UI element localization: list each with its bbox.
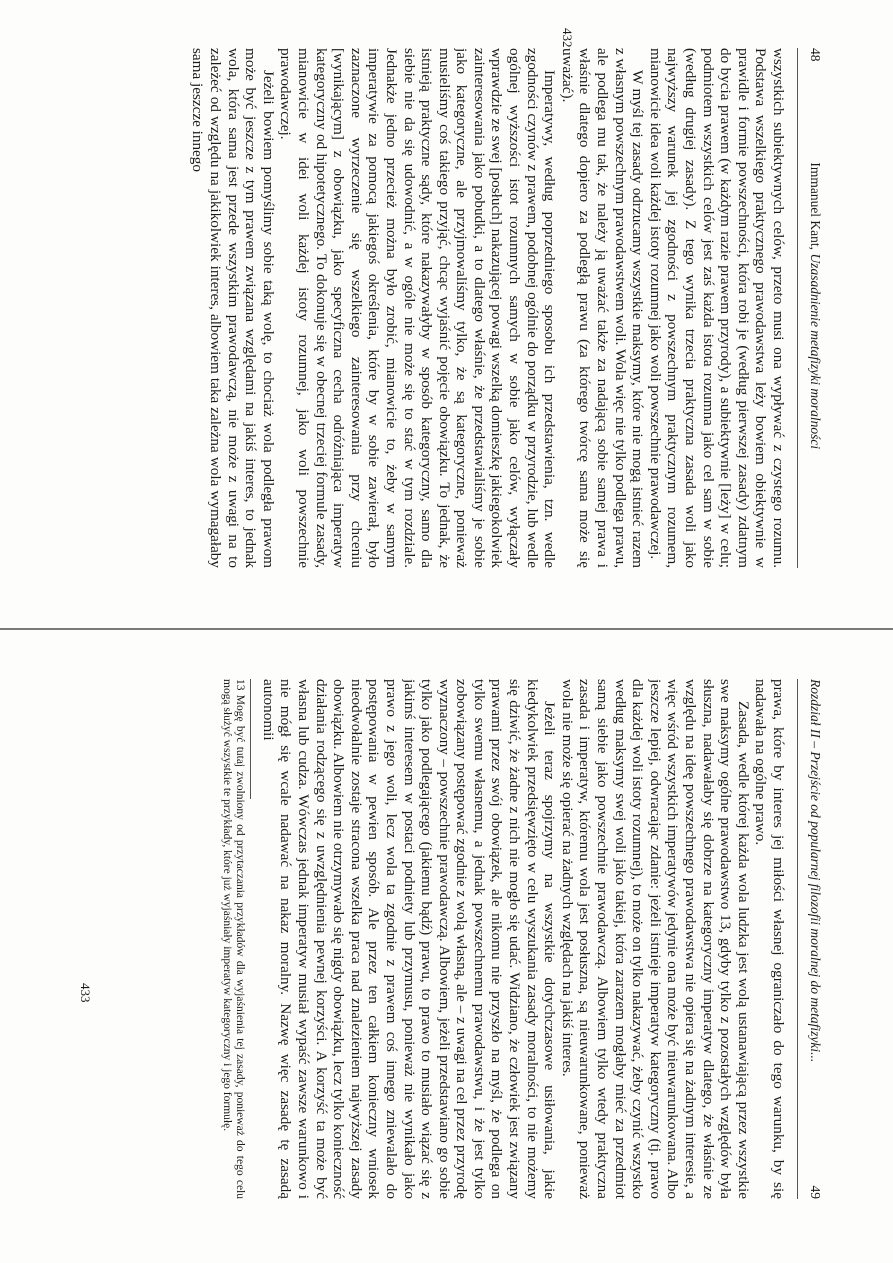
paragraph: Jeżeli teraz spojrzymy na wszystkie dotychczasowe usiłowania, jakie kiedykolwiek przedsięwzięto w celu wyszukania zasady moralności, to nie możemy się dziwić, że żadne z nich nie mogło się udać. Widziano, że człowiek jest związany prawami przez swój obowiązek, ale nikomu nie przyszło na myśl, że podlega on tylko swemu własnemu, a jednak powszechnemu prawodawstwu, i że jest tylko zobowiązany postępować zgodnie z wolą własną, ale – z uwagi na cel przez przyrodę wyznaczony – powszechnie prawodawczą. Albowiem, jeżeli przedstawiano go sobie tylko jako podlegającego (jakiemu bądź) prawu, to prawo to musiało wiązać się z jakimś interesem w postaci podniety lub przymusu, ponieważ nie wynikało jako prawo z jego woli, lecz wola ta zgodnie z prawem coś innego zniewalało do postępowania w pewien sposób. Ale przez ten całkiem konieczny wniosek nieodwołalnie zostaje stracona wszelka praca nad znalezieniem najwyższej zasady obowiązku. Albowiem nie otrzymywało się nigdy obowiązku, lecz tylko konieczność działania rodzącego się z uwzględnienia pewnej korzyści. A korzyść ta może być własna lub cudza. Wówczas jednak imperatyw musiał wypaść zawsze warunkowo i nie mógł się wcale nadawać na nakaz moralny. Nazwę więc zasadę tę zasadą autonomii xyxy=(259,679,559,1199)
footnote-rule xyxy=(250,679,251,799)
page-49-content xyxy=(83,679,823,1199)
page-48 xyxy=(0,0,893,630)
running-title: Rozdział II – Przejście od popularnej filozofii moralnej do metafizyki... xyxy=(808,679,823,1063)
running-title: Immanuel Kant, Uzasadnienie metafizyki moralności xyxy=(808,162,823,450)
paragraph: wszystkich subiektywnych celów, przeto musi ona wypływać z czystego rozumu. Podstawa wszelkiego praktycznego prawodawstwa leży bowiem obiektywnie w prawidle i formie powszechności, która robi je (według pierwszej zasady) zdatnym do bycia prawem (w każdym razie prawem przyrody), a subiektywnie [leży] w celu; podmiotem wszystkich celów jest zaś każda istota rozumna jako cel sam w sobie (według drugiej zasady). Z tego wynika trzecia praktyczna zasada woli jako najwyższy warunek jej zgodności z powszechnym praktycznym rozumem, mianowicie idea woli każdej istoty rozumnej jako woli powszechnie prawodawczej. xyxy=(646,48,787,568)
paragraph: Zasada, wedle której każda wola ludzka jest wolą ustanawiającą przez wszystkie swe maksymy ogólne prawodawstwo 13, gdyby tylko z pozostałych względów była słuszna, nadawałaby się dobrze na kategoryczny imperatyw dlatego, że właśnie ze względu na ideę powszechnego prawodawstwa nie opiera się na żadnym interesie, a więc wśród wszystkich imperatywów jedynie ona może być nieuwarunkowana. Albo jeszcze lepiej, odwracając zdanie: jeżeli istnieje imperatyw kategoryczny (tj. prawo dla każdej woli istoty rozumnej), to może on tylko nakazywać, żeby czynić wszystko według maksymy swej woli jako takiej, która zarazem mogłaby mieć za przedmiot samą siebie jako powszechnie prawodawczą. Albowiem tylko wtedy praktyczna zasada i imperatyw, któremu wola jest posłuszna, są nieuwarunkowane, ponieważ wola nie może się opierać na żadnych względach na jakiś interes. xyxy=(558,679,752,1199)
margin-number-432: 432 xyxy=(560,28,575,48)
paragraph: prawa, które by interes jej miłości własnej ograniczało do tego warunku, by się nadawała na ogólne prawo. xyxy=(752,679,787,1199)
running-header-49 xyxy=(797,679,823,1199)
paragraph: W myśl tej zasady odrzucamy wszystkie maksymy, które nie mogą istnieć razem z własnym powszechnym prawodawstwem woli. Wola więc nie tylko podlega prawu, ale podlega mu tak, że należy ją uważać także za nadającą sobie samej prawa i właśnie dlatego dopiero za podległą prawu (za którego twórcę sama może się uważać). xyxy=(558,48,647,568)
paragraph: Imperatywy, według poprzedniego sposobu ich przedstawienia, tzn. wedle zgodności czynów z prawem, podobnej ogólnie do porządku w przyrodzie, lub wedle ogólnej wyższości istot rozumnych samych w sobie jako celów, wyłączały wprawdzie ze swej [posłuch] nakazującej powagi wszelką domieszkę jakiegokolwiek zainteresowania jako pobudki, a to dlatego właśnie, że przedstawialiśmy je sobie jako kategoryczne, ale przyjmowaliśmy tylko, że są kategoryczne, ponieważ musieliśmy coś takiego przyjąć, chcąc wyjaśnić pojęcie obowiązku. To jednak, że istnieją praktyczne sądy, które nakazywałyby w sposób kategoryczny, samo dla siebie nie da się udowodnić, a w ogóle nie może się to stać w tym rozdziale. Jednakże jedno przecież można było zrobić, mianowicie to, żeby w samym imperatywie za pomocą jakiegoś określenia, które by w sobie zawierał, było zaznaczone wyrzeczenie się wszelkiego zainteresowania przy chceniu [wynikającym] z obowiązku, jako specyficzna cecha odróżniająca imperatyw kategoryczny od hipotetycznego. To dokonuje się w obecnej trzeciej formule zasady, mianowicie w idei woli każdej istoty rozumnej, jako woli powszechnie prawodawczej. xyxy=(277,48,559,568)
page-48-content xyxy=(83,48,823,568)
running-header-48 xyxy=(797,48,823,568)
page-number: 49 xyxy=(808,1185,823,1199)
footnote: 13 Mogę być tutaj zwolniony od przytaczania przykładów dla wyjaśnienia tej zasady, ponieważ do tego celu mogą służyć wszystkie te przykłady, które już wyjaśniały imperatyw kategoryczny i jego formułę. xyxy=(221,679,247,1199)
page-divider xyxy=(0,628,893,630)
body-text-48 xyxy=(189,48,787,568)
margin-number-433: 433 xyxy=(78,983,93,1003)
page-number: 48 xyxy=(808,48,823,62)
body-text-49 xyxy=(259,679,787,1199)
page-49 xyxy=(0,631,893,1261)
paragraph: Jeżeli bowiem pomyślimy sobie taką wolę, to chociaż wola podległa prawom może być jeszcze z tym prawem związana względami na jakiś interes, to jednak wola, która sama jest przede wszystkim prawodawczą, nie może z uwagi na to zależeć od względu na jakikolwiek interes, albowiem taka zależna wola wymagałaby sama jeszcze innego xyxy=(189,48,277,568)
